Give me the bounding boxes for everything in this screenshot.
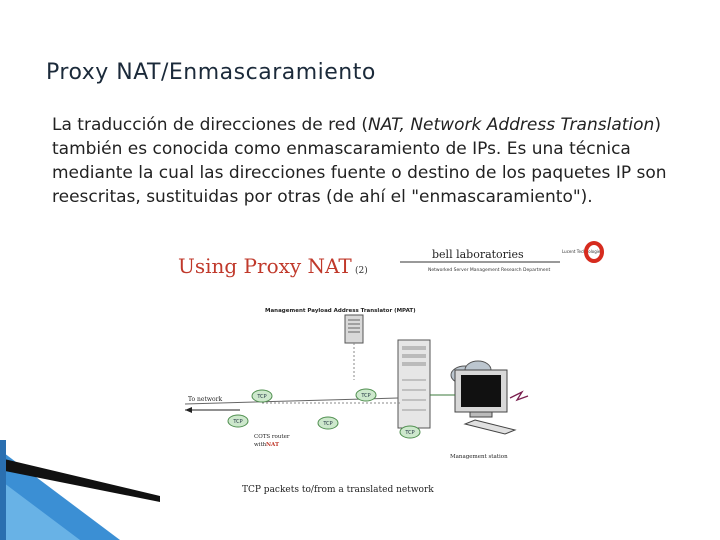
tcp-packet <box>228 415 248 427</box>
mpat-server-icon <box>345 315 363 343</box>
management-station-label: Management station <box>450 454 508 460</box>
svg-text:TCP: TCP <box>257 394 267 400</box>
arrow-left-icon <box>185 407 192 413</box>
corner-decoration <box>0 440 200 540</box>
figure-heading-sup: (2) <box>355 266 368 276</box>
paragraph-part-1: La traducción de direcciones de red ( <box>52 115 369 135</box>
mpat-label: Management Payload Address Translator (MPAT) <box>265 308 416 314</box>
svg-text:TCP: TCP <box>233 419 243 425</box>
to-network-label: To network <box>188 396 223 403</box>
paragraph-italic-term: NAT, Network Address Translation <box>368 115 655 135</box>
lightning-icon <box>510 392 528 400</box>
tcp-packet <box>252 390 272 402</box>
cots-with-label: with <box>254 442 267 448</box>
brand-name: bell laboratories <box>432 248 524 261</box>
slide-title: Proxy NAT/Enmascaramiento <box>46 60 376 85</box>
paragraph-part-3: ) también es conocida como enmascaramiento de IPs. Es una técnica mediante la cual las direcciones fuente o destino de los paquetes IP son reescritas, sustituidas por otras (de ahí el "enmascaramiento"). <box>52 115 667 207</box>
svg-text:TCP: TCP <box>405 430 415 436</box>
brand-subtitle: Networked Server Management Research Department <box>428 268 551 273</box>
cots-router-icon <box>398 340 430 428</box>
tcp-packet <box>400 426 420 438</box>
figure-caption: TCP packets to/from a translated network <box>242 485 434 495</box>
svg-text:TCP: TCP <box>361 393 371 399</box>
slide-paragraph <box>52 113 672 209</box>
proxy-nat-figure <box>170 240 620 500</box>
svg-text:TCP: TCP <box>323 421 333 427</box>
figure-heading: Using Proxy NAT <box>178 254 352 278</box>
cots-nat-label: NAT <box>266 442 280 448</box>
logo-text: Lucent Technologies <box>562 249 603 254</box>
cots-label: COTS router <box>254 434 290 440</box>
tcp-packet <box>318 417 338 429</box>
management-station-icon <box>455 370 515 434</box>
tcp-packet <box>356 389 376 401</box>
